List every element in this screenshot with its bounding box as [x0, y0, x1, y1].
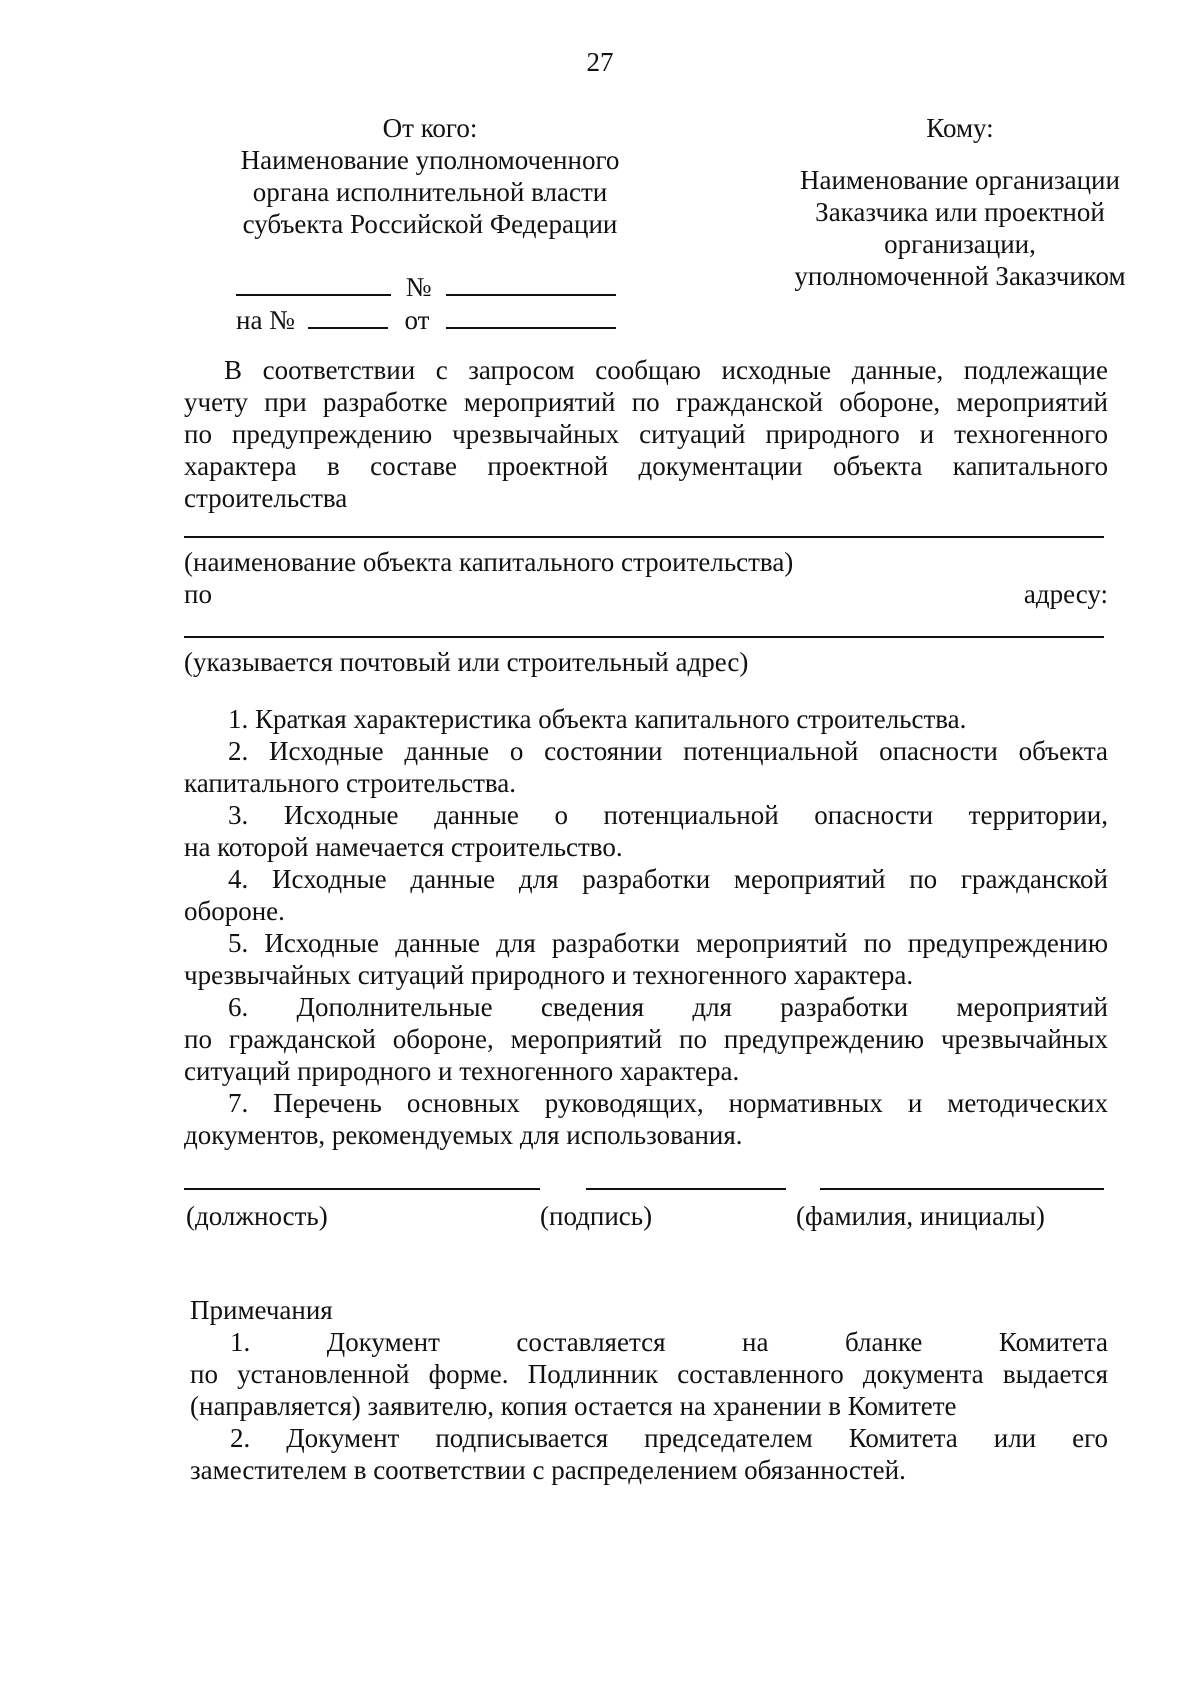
item-5-line-1: 5. Исходные данные для разработки мероприятий по предупреждению [228, 928, 1108, 958]
from-line-2: органа исполнительной власти [252, 177, 608, 207]
item-4-line-1: 4. Исходные данные для разработки мероприятий по гражданской [228, 864, 1108, 894]
notes-block [190, 1294, 1108, 1486]
outgoing-number-blank[interactable] [446, 270, 616, 296]
notes-title: Примечания [190, 1295, 333, 1325]
position-line[interactable] [184, 1188, 540, 1190]
note-2-line-2: заместителем в соответствии с распределением обязанностей. [190, 1455, 906, 1485]
from-label: От кого: [382, 113, 478, 143]
item-7-line-1: 7. Перечень основных руководящих, нормативных и методических [228, 1088, 1108, 1118]
item-2-line-2: капитального строительства. [184, 768, 517, 798]
address-left-label: по [184, 579, 212, 609]
to-label: Кому: [926, 113, 994, 143]
to-line-4: уполномоченной Заказчиком [794, 261, 1126, 291]
signature-line[interactable] [586, 1188, 786, 1190]
item-6-line-3: ситуаций природного и техногенного характера. [184, 1056, 740, 1086]
full-name-caption: (фамилия, инициалы) [796, 1201, 1045, 1231]
item-6-line-2: по гражданской обороне, мероприятий по предупреждению чрезвычайных [184, 1024, 1108, 1054]
item-4-line-2: обороне. [184, 896, 285, 926]
note-1-line-3: (направляется) заявителю, копия остается на хранении в Комитете [190, 1391, 957, 1421]
item-6-line-1: 6. Дополнительные сведения для разработки мероприятий [228, 992, 1108, 1022]
full-name-line[interactable] [820, 1188, 1104, 1190]
address-right-label: адресу: [1023, 579, 1108, 609]
item-2-line-1: 2. Исходные данные о состоянии потенциальной опасности объекта [228, 736, 1108, 766]
object-name-line[interactable] [184, 536, 1104, 538]
outgoing-date-blank[interactable] [236, 270, 391, 296]
signature-caption: (подпись) [540, 1201, 653, 1231]
address-line[interactable] [184, 636, 1104, 638]
intro-line-2: учету при разработке мероприятий по гражданской обороне, мероприятий [184, 387, 1108, 417]
item-1-line-1: 1. Краткая характеристика объекта капитального строительства. [228, 704, 967, 734]
number-sign: № [405, 272, 432, 302]
intro-line-3: по предупреждению чрезвычайных ситуаций природного и техногенного [184, 419, 1108, 449]
to-block-label [760, 112, 1160, 144]
reference-number-blank[interactable] [308, 303, 388, 329]
note-1-line-1: 1. Документ составляется на бланке Комитета [230, 1327, 1108, 1357]
to-line-1: Наименование организации [800, 165, 1120, 195]
page-number: 27 [586, 47, 614, 77]
note-2-line-1: 2. Документ подписывается председателем Комитета или его [230, 1423, 1108, 1453]
reference-date-blank[interactable] [446, 303, 616, 329]
intro-line-4: характера в составе проектной документации объекта капитального [184, 451, 1108, 481]
item-7-line-2: документов, рекомендуемых для использования. [184, 1120, 743, 1150]
position-caption: (должность) [186, 1201, 328, 1231]
reference-number-row [236, 303, 616, 336]
intro-line-5: строительства [184, 483, 348, 513]
from-line-1: Наименование уполномоченного [240, 145, 620, 175]
from-line-3: субъекта Российской Федерации [242, 209, 618, 239]
item-5-line-2: чрезвычайных ситуаций природного и техногенного характера. [184, 960, 914, 990]
reference-from-label: от [404, 305, 430, 335]
outgoing-number-row [236, 270, 616, 303]
intro-paragraph [184, 354, 1108, 514]
reference-prefix: на № [236, 305, 295, 335]
items-list [184, 703, 1108, 1151]
from-block [200, 112, 660, 240]
object-name-caption: (наименование объекта капитального строительства) [184, 547, 794, 577]
note-1-line-2: по установленной форме. Подлинник составленного документа выдается [190, 1359, 1108, 1389]
intro-line-1: В соответствии с запросом сообщаю исходные данные, подлежащие [224, 355, 1108, 385]
to-line-3: организации, [884, 229, 1036, 259]
item-3-line-1: 3. Исходные данные о потенциальной опасности территории, [228, 800, 1108, 830]
to-block [760, 164, 1160, 292]
item-3-line-2: на которой намечается строительство. [184, 832, 623, 862]
address-caption: (указывается почтовый или строительный адрес) [184, 647, 749, 677]
to-line-2: Заказчика или проектной [815, 197, 1105, 227]
